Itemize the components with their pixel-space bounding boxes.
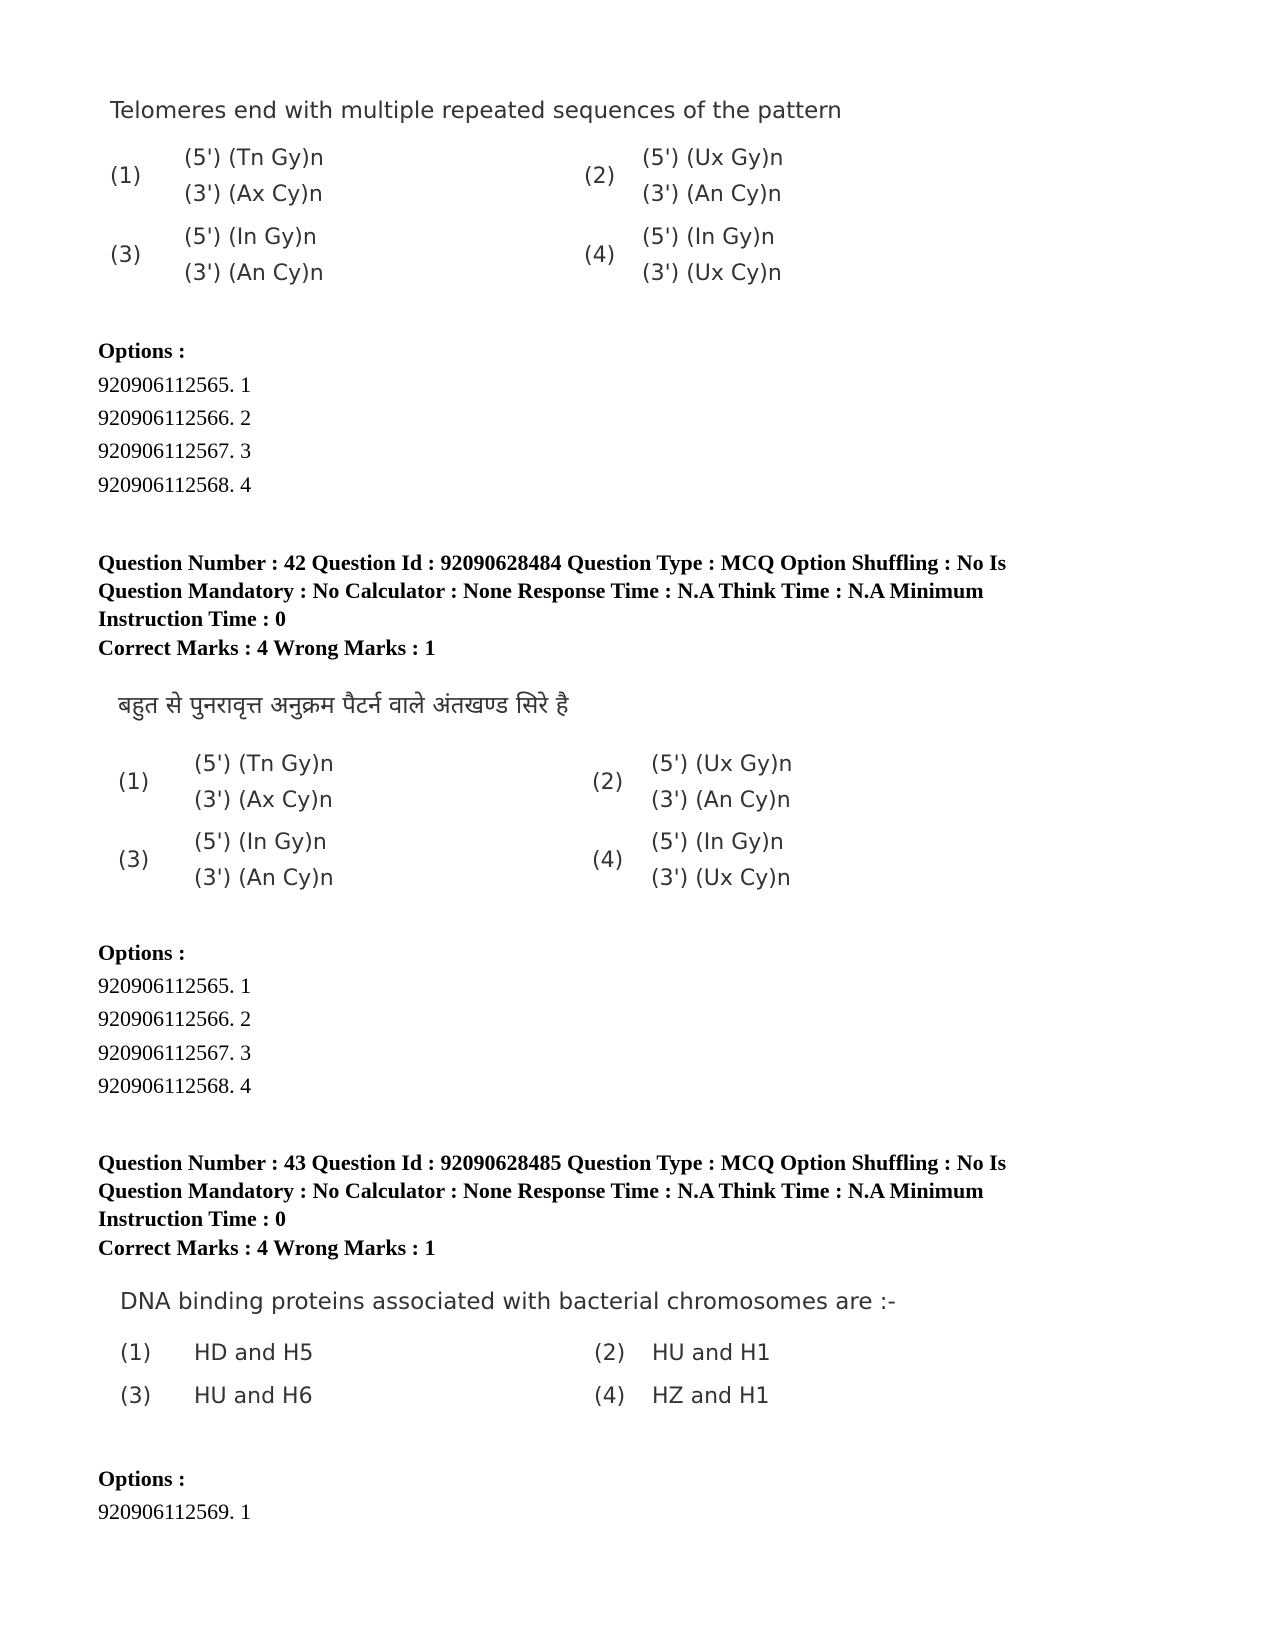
option-row: 920906112566. 2 xyxy=(98,1006,252,1031)
choice-number: (3) xyxy=(110,243,142,268)
choice-number: (1) xyxy=(120,1341,152,1366)
choice-line: (3') (An Cy)n xyxy=(194,866,334,891)
choice-number: (4) xyxy=(594,1384,626,1409)
option-row: 920906112565. 1 xyxy=(98,372,252,397)
choice-line: (3') (An Cy)n xyxy=(184,261,324,286)
option-row: 920906112569. 1 xyxy=(98,1499,252,1524)
option-row: 920906112568. 4 xyxy=(98,1073,252,1098)
choice-line: (5') (In Gy)n xyxy=(642,225,775,250)
question-meta xyxy=(98,1149,1198,1233)
choice-line: (5') (In Gy)n xyxy=(194,830,327,855)
choice-line: (3') (Ux Cy)n xyxy=(651,866,791,891)
option-row: 920906112567. 3 xyxy=(98,438,252,463)
choice-line: (3') (An Cy)n xyxy=(651,788,791,813)
option-row: 920906112565. 1 xyxy=(98,973,252,998)
meta-line: Question Mandatory : No Calculator : None Response Time : N.A Think Time : N.A Minimum xyxy=(98,578,984,603)
meta-line: Instruction Time : 0 xyxy=(98,606,287,631)
choice-number: (1) xyxy=(110,164,142,189)
choice-text: HU and H1 xyxy=(652,1341,771,1366)
choice-text: HD and H5 xyxy=(194,1341,314,1366)
choice-number: (3) xyxy=(120,1384,152,1409)
question-text: बहुत से पुनरावृत्त अनुक्रम पैटर्न वाले अंतखण्ड सिरे है xyxy=(118,691,569,719)
choice-line: (5') (Tn Gy)n xyxy=(184,146,324,171)
options-label: Options : xyxy=(98,940,186,965)
question-meta xyxy=(98,549,1198,633)
choice-line: (3') (Ax Cy)n xyxy=(184,182,323,207)
meta-line: Instruction Time : 0 xyxy=(98,1206,287,1231)
choice-number: (3) xyxy=(118,848,150,873)
choice-number: (2) xyxy=(594,1341,626,1366)
choice-line: (5') (In Gy)n xyxy=(651,830,784,855)
choice-number: (1) xyxy=(118,770,150,795)
meta-line: Question Number : 42 Question Id : 92090628484 Question Type : MCQ Option Shuffling : No Is xyxy=(98,550,1007,575)
meta-line: Question Mandatory : No Calculator : None Response Time : N.A Think Time : N.A Minimum xyxy=(98,1178,984,1203)
choice-number: (4) xyxy=(592,848,624,873)
choice-line: (5') (Ux Gy)n xyxy=(651,752,793,777)
choice-line: (5') (Ux Gy)n xyxy=(642,146,784,171)
meta-line: Question Number : 43 Question Id : 92090628485 Question Type : MCQ Option Shuffling : No Is xyxy=(98,1150,1007,1175)
choice-number: (2) xyxy=(592,770,624,795)
choice-text: HU and H6 xyxy=(194,1384,313,1409)
marks-line: Correct Marks : 4 Wrong Marks : 1 xyxy=(98,1235,436,1260)
options-label: Options : xyxy=(98,338,186,363)
question-text: DNA binding proteins associated with bacterial chromosomes are :- xyxy=(120,1289,896,1315)
choice-line: (3') (Ax Cy)n xyxy=(194,788,333,813)
marks-line: Correct Marks : 4 Wrong Marks : 1 xyxy=(98,635,436,660)
choice-line: (5') (Tn Gy)n xyxy=(194,752,334,777)
choice-line: (3') (Ux Cy)n xyxy=(642,261,782,286)
choice-text: HZ and H1 xyxy=(652,1384,770,1409)
options-label: Options : xyxy=(98,1466,186,1491)
option-row: 920906112568. 4 xyxy=(98,472,252,497)
choice-number: (2) xyxy=(584,164,616,189)
choice-line: (5') (In Gy)n xyxy=(184,225,317,250)
question-text: Telomeres end with multiple repeated sequences of the pattern xyxy=(110,98,842,124)
option-row: 920906112566. 2 xyxy=(98,405,252,430)
option-row: 920906112567. 3 xyxy=(98,1040,252,1065)
choice-line: (3') (An Cy)n xyxy=(642,182,782,207)
choice-number: (4) xyxy=(584,243,616,268)
